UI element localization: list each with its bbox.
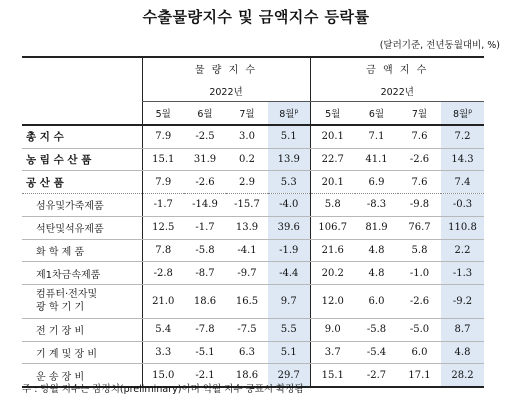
volume-cell: 39.6: [268, 216, 310, 239]
value-cell: 12.0: [310, 284, 355, 318]
value-cell: 8.7: [441, 318, 484, 341]
volume-cell: -2.6: [184, 171, 226, 194]
value-month-header: 7월: [398, 102, 441, 125]
table-row: [22, 284, 484, 318]
value-cell: 21.6: [310, 239, 355, 262]
volume-cell: 9.7: [268, 284, 310, 318]
volume-cell: 5.1: [268, 341, 310, 364]
value-cell: -5.4: [355, 341, 398, 364]
volume-cell: -14.9: [184, 194, 226, 217]
row-label: 섬유및가죽제품: [22, 194, 142, 217]
volume-cell: -7.8: [184, 318, 226, 341]
value-cell: 7.2: [441, 125, 484, 148]
value-cell: -9.8: [398, 194, 441, 217]
volume-cell: -5.1: [184, 341, 226, 364]
month-label: 8월: [279, 109, 295, 121]
value-cell: 20.2: [310, 262, 355, 285]
volume-cell: -2.5: [184, 125, 226, 148]
volume-cell: 3.3: [142, 341, 184, 364]
row-label: 운 송 장 비: [22, 364, 142, 387]
row-label: 공 산 품: [22, 171, 142, 194]
volume-cell: 31.9: [184, 148, 226, 171]
table-row: [22, 318, 484, 341]
volume-cell: -15.7: [226, 194, 268, 217]
value-cell: 28.2: [441, 364, 484, 387]
value-cell: -8.3: [355, 194, 398, 217]
value-cell: 2.2: [441, 239, 484, 262]
corner-cell: [22, 57, 142, 125]
row-label: 총 지 수: [22, 125, 142, 148]
volume-cell: 3.0: [226, 125, 268, 148]
value-cell: -1.3: [441, 262, 484, 285]
preliminary-mark: p: [294, 108, 299, 116]
volume-month-header-current: [268, 102, 310, 125]
table-row: [22, 262, 484, 285]
volume-cell: -1.9: [268, 239, 310, 262]
value-cell: 106.7: [310, 216, 355, 239]
table-row: [22, 194, 484, 217]
table-row: [22, 148, 484, 171]
volume-cell: -2.8: [142, 262, 184, 285]
value-month-header: 6월: [355, 102, 398, 125]
volume-month-header: 7월: [226, 102, 268, 125]
value-month-header: 5월: [310, 102, 355, 125]
value-month-header-current: [441, 102, 484, 125]
value-cell: -9.2: [441, 284, 484, 318]
value-cell: 9.0: [310, 318, 355, 341]
value-cell: 17.1: [398, 364, 441, 387]
value-cell: 3.7: [310, 341, 355, 364]
value-cell: 4.8: [355, 239, 398, 262]
table-row: [22, 341, 484, 364]
unit-note: (달러기준, 전년동월대비, %): [379, 40, 500, 51]
volume-cell: 18.6: [184, 284, 226, 318]
value-cell: 20.1: [310, 125, 355, 148]
table-row: [22, 216, 484, 239]
table-title: 수출물량지수 및 금액지수 등락률: [142, 8, 370, 26]
value-cell: -2.6: [398, 284, 441, 318]
value-cell: 5.8: [398, 239, 441, 262]
volume-cell: 5.4: [142, 318, 184, 341]
value-cell: 7.6: [398, 125, 441, 148]
value-cell: 76.7: [398, 216, 441, 239]
table-row: [22, 239, 484, 262]
volume-cell: -7.5: [226, 318, 268, 341]
volume-cell: -4.4: [268, 262, 310, 285]
value-cell: -0.3: [441, 194, 484, 217]
value-cell: 110.8: [441, 216, 484, 239]
row-label: 전 기 장 비: [22, 318, 142, 341]
value-cell: -5.0: [398, 318, 441, 341]
volume-cell: -4.0: [268, 194, 310, 217]
volume-month-header: 6월: [184, 102, 226, 125]
volume-cell: 5.1: [268, 125, 310, 148]
value-cell: 6.0: [355, 284, 398, 318]
volume-cell: -4.1: [226, 239, 268, 262]
volume-cell: -1.7: [142, 194, 184, 217]
volume-cell: 7.9: [142, 125, 184, 148]
volume-cell: 13.9: [226, 216, 268, 239]
volume-cell: 21.0: [142, 284, 184, 318]
volume-cell: -9.7: [226, 262, 268, 285]
value-cell: 41.1: [355, 148, 398, 171]
value-cell: 6.9: [355, 171, 398, 194]
value-cell: 14.3: [441, 148, 484, 171]
row-label: 제1차금속제품: [22, 262, 142, 285]
volume-cell: 6.3: [226, 341, 268, 364]
value-cell: 7.6: [398, 171, 441, 194]
month-label: 8월: [452, 109, 469, 121]
value-cell: 4.8: [355, 262, 398, 285]
volume-cell: 29.7: [268, 364, 310, 387]
volume-cell: -1.7: [184, 216, 226, 239]
footnote: 주 : 당월 지수는 잠정치(preliminary)이며 익월 지수 공표시 확정됨: [22, 384, 304, 395]
value-cell: 4.8: [441, 341, 484, 364]
value-cell: 22.7: [310, 148, 355, 171]
row-label: 화 학 제 품: [22, 239, 142, 262]
volume-cell: -8.7: [184, 262, 226, 285]
table-row: [22, 125, 484, 148]
value-cell: 15.1: [310, 364, 355, 387]
volume-cell: 0.2: [226, 148, 268, 171]
value-cell: 5.8: [310, 194, 355, 217]
volume-cell: 5.5: [268, 318, 310, 341]
volume-cell: 13.9: [268, 148, 310, 171]
row-label: 농 림 수 산 품: [22, 148, 142, 171]
volume-cell: -5.8: [184, 239, 226, 262]
volume-cell: 7.9: [142, 171, 184, 194]
volume-cell: -2.1: [184, 364, 226, 387]
value-cell: -1.0: [398, 262, 441, 285]
row-label: 컴퓨터·전자및 광 학 기 기: [22, 284, 142, 318]
value-cell: -2.6: [398, 148, 441, 171]
value-cell: 7.1: [355, 125, 398, 148]
value-year-header: 2022년: [310, 80, 484, 102]
volume-cell: 15.0: [142, 364, 184, 387]
volume-group-header: 물 량 지 수: [142, 57, 310, 80]
value-cell: 6.0: [398, 341, 441, 364]
index-table: [22, 56, 484, 388]
value-cell: -5.8: [355, 318, 398, 341]
value-group-header: 금 액 지 수: [310, 57, 484, 80]
preliminary-mark: p: [468, 108, 473, 116]
value-cell: 7.4: [441, 171, 484, 194]
volume-cell: 12.5: [142, 216, 184, 239]
volume-cell: 15.1: [142, 148, 184, 171]
row-label: 기 계 및 장 비: [22, 341, 142, 364]
value-cell: 20.1: [310, 171, 355, 194]
value-cell: -2.7: [355, 364, 398, 387]
volume-cell: 16.5: [226, 284, 268, 318]
volume-month-header: 5월: [142, 102, 184, 125]
table-row: [22, 171, 484, 194]
volume-cell: 2.9: [226, 171, 268, 194]
volume-year-header: 2022년: [142, 80, 310, 102]
table-body: [22, 125, 484, 387]
row-label: 석탄및석유제품: [22, 216, 142, 239]
volume-cell: 18.6: [226, 364, 268, 387]
value-cell: 81.9: [355, 216, 398, 239]
volume-cell: 7.8: [142, 239, 184, 262]
volume-cell: 5.3: [268, 171, 310, 194]
